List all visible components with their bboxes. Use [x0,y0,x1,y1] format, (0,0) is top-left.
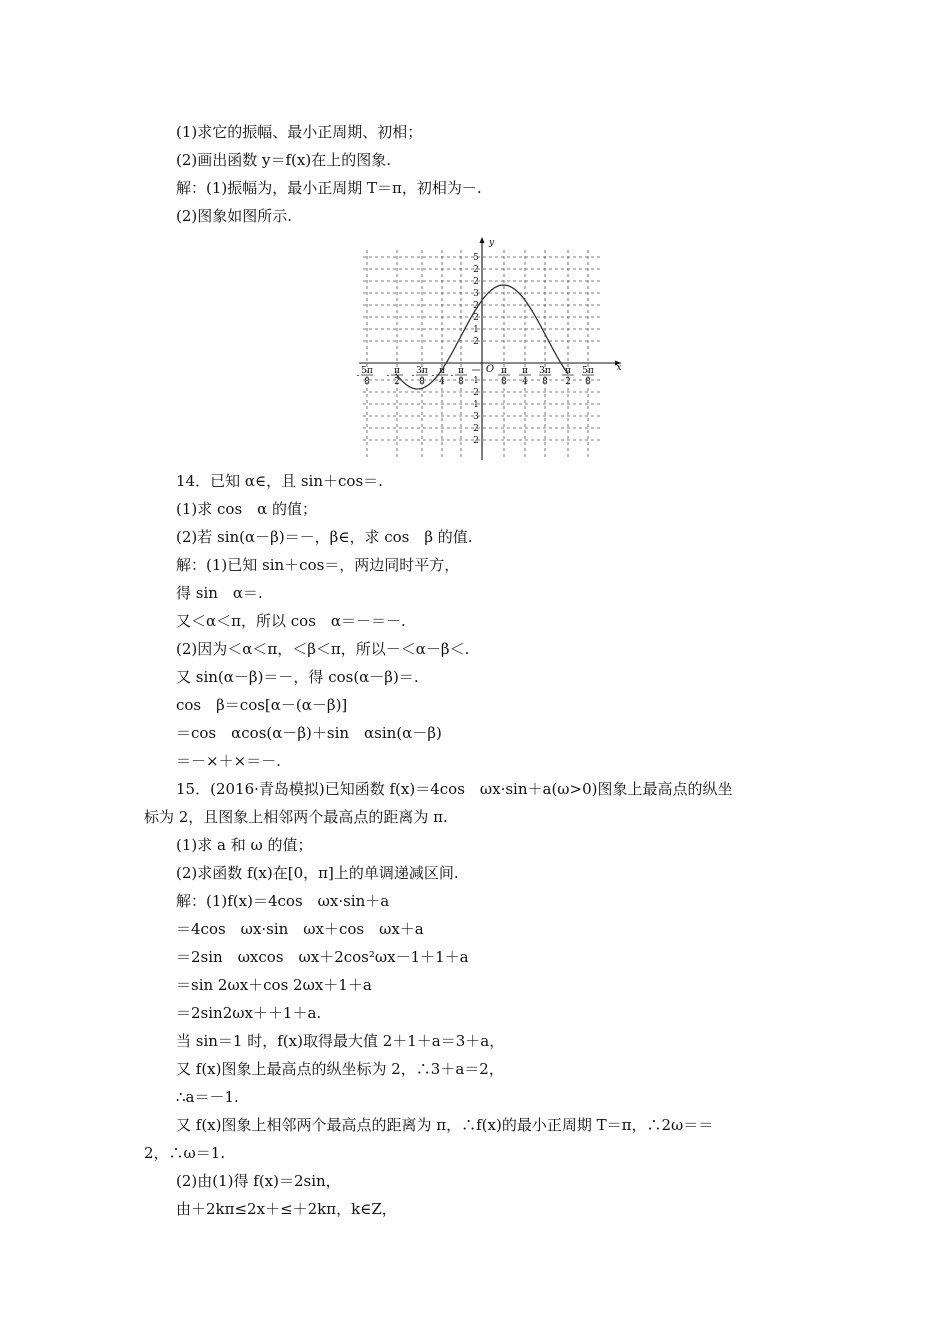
y-axis-label: y [489,238,495,248]
y-tick-label: 2 [473,337,479,347]
x-tick-denominator: 2 [394,377,400,387]
text-line: 又 f(x)图象上相邻两个最高点的距离为 π，∴f(x)的最小正周期 T＝π，∴2ω＝＝ [176,1116,714,1134]
text-line: 又＜α＜π，所以 cos α＝－＝－. [176,612,406,630]
x-tick-minus-sign: - [356,371,360,381]
x-tick-minus-sign: - [450,371,454,381]
text-line: 得 sin α＝. [176,584,263,602]
y-tick-label: 2 [473,436,479,446]
x-axis-label: x [616,363,622,373]
x-tick-numerator: π [394,366,400,376]
text-line: ＝cos αcos(α－β)＋sin αsin(α－β) [176,724,442,742]
x-tick-numerator: π [501,366,507,376]
text-line: 解：(1)振幅为，最小正周期 T＝π，初相为－. [176,179,482,197]
text-line: (1)求 a 和 ω 的值； [176,836,313,854]
text-line: ＝2sin2ωx＋＋1＋a. [176,1004,322,1022]
x-tick-denominator: 8 [542,377,548,387]
text-line: ＝－×＋×＝－. [176,752,281,770]
x-tick-numerator: 3π [539,366,551,376]
y-tick-label: 2 [473,301,479,311]
text-line: 又 f(x)图象上最高点的纵坐标为 2，∴3＋a＝2， [176,1060,504,1078]
text-line: 解：(1)已知 sin＋cos＝，两边同时平方， [176,556,460,574]
text-line: (2)画出函数 y＝f(x)在上的图象. [176,151,391,169]
text-line: 当 sin＝1 时，f(x)取得最大值 2＋1＋a＝3＋a， [176,1032,505,1050]
y-tick-label: 2 [473,424,479,434]
y-tick-label: 2 [473,388,479,398]
x-tick-numerator: π [458,366,464,376]
text-line: ＝4cos ωx·sin ωx＋cos ωx＋a [176,920,424,938]
x-tick-denominator: 4 [439,377,445,387]
x-tick-denominator: 8 [585,377,591,387]
x-tick-numerator: π [522,366,528,376]
text-line: 由＋2kπ≤2x＋≤＋2kπ，k∈Z， [176,1200,397,1218]
x-tick-numerator: 5π [361,366,373,376]
text-line: (2)图象如图所示. [176,207,293,225]
x-tick-denominator: 8 [501,377,507,387]
text-line: cos β＝cos[α－(α－β)] [176,696,348,714]
y-tick-label: 1 [473,400,479,410]
function-graph [355,232,627,464]
y-tick-label: 2 [473,313,479,323]
y-tick-label: 3 [473,412,479,422]
y-tick-label: 2 [473,265,479,275]
x-tick-denominator: 8 [364,377,370,387]
text-line: (2)求函数 f(x)在[0，π]上的单调递减区间. [176,864,459,882]
x-tick-denominator: 4 [522,377,528,387]
x-tick-denominator: 8 [458,377,464,387]
text-line: ＝2sin ωxcos ωx＋2cos²ωx－1＋1＋a [176,948,469,966]
x-tick-numerator: π [565,366,571,376]
text-line: (1)求 cos α 的值； [176,500,318,518]
x-tick-denominator: 8 [419,377,425,387]
y-tick-label: 1 [473,376,479,386]
text-line: (2)若 sin(α－β)＝－，β∈，求 cos β 的值. [176,528,473,546]
text-line: (2)因为＜α＜π，＜β＜π，所以－＜α－β＜. [176,640,470,658]
y-tick-label: 2 [473,277,479,287]
text-line: ＝sin 2ωx＋cos 2ωx＋1＋a [176,976,372,994]
text-line: ∴a＝－1. [176,1088,239,1106]
y-tick-label: 1 [473,325,479,335]
y-tick-label: 3 [473,289,479,299]
text-line: 14．已知 α∈，且 sin＋cos＝. [176,472,383,490]
text-line: (2)由(1)得 f(x)＝2sin， [176,1172,341,1190]
x-tick-numerator: 5π [582,366,594,376]
x-tick-minus-sign: - [411,371,415,381]
text-line: (1)求它的振幅、最小正周期、初相； [176,123,423,141]
text-line: 15．(2016·青岛模拟)已知函数 f(x)＝4cos ωx·sin＋a(ω>0)图象上最高点的纵坐 [176,780,733,798]
origin-label: O [485,364,495,375]
y-tick-label: 5 [473,253,479,263]
text-line: 又 sin(α－β)＝－，得 cos(α－β)＝. [176,668,419,686]
x-tick-numerator: 3π [416,366,428,376]
x-tick-minus-sign: - [386,371,390,381]
text-line: 标为 2，且图象上相邻两个最高点的距离为 π. [144,808,448,826]
y-axis-arrow [480,237,485,243]
x-tick-denominator: 2 [565,377,571,387]
x-tick-minus-sign: - [431,371,435,381]
text-line: 解：(1)f(x)＝4cos ωx·sin＋a [176,892,390,910]
x-tick-numerator: π [439,366,445,376]
text-line: 2，∴ω＝1. [144,1144,226,1162]
